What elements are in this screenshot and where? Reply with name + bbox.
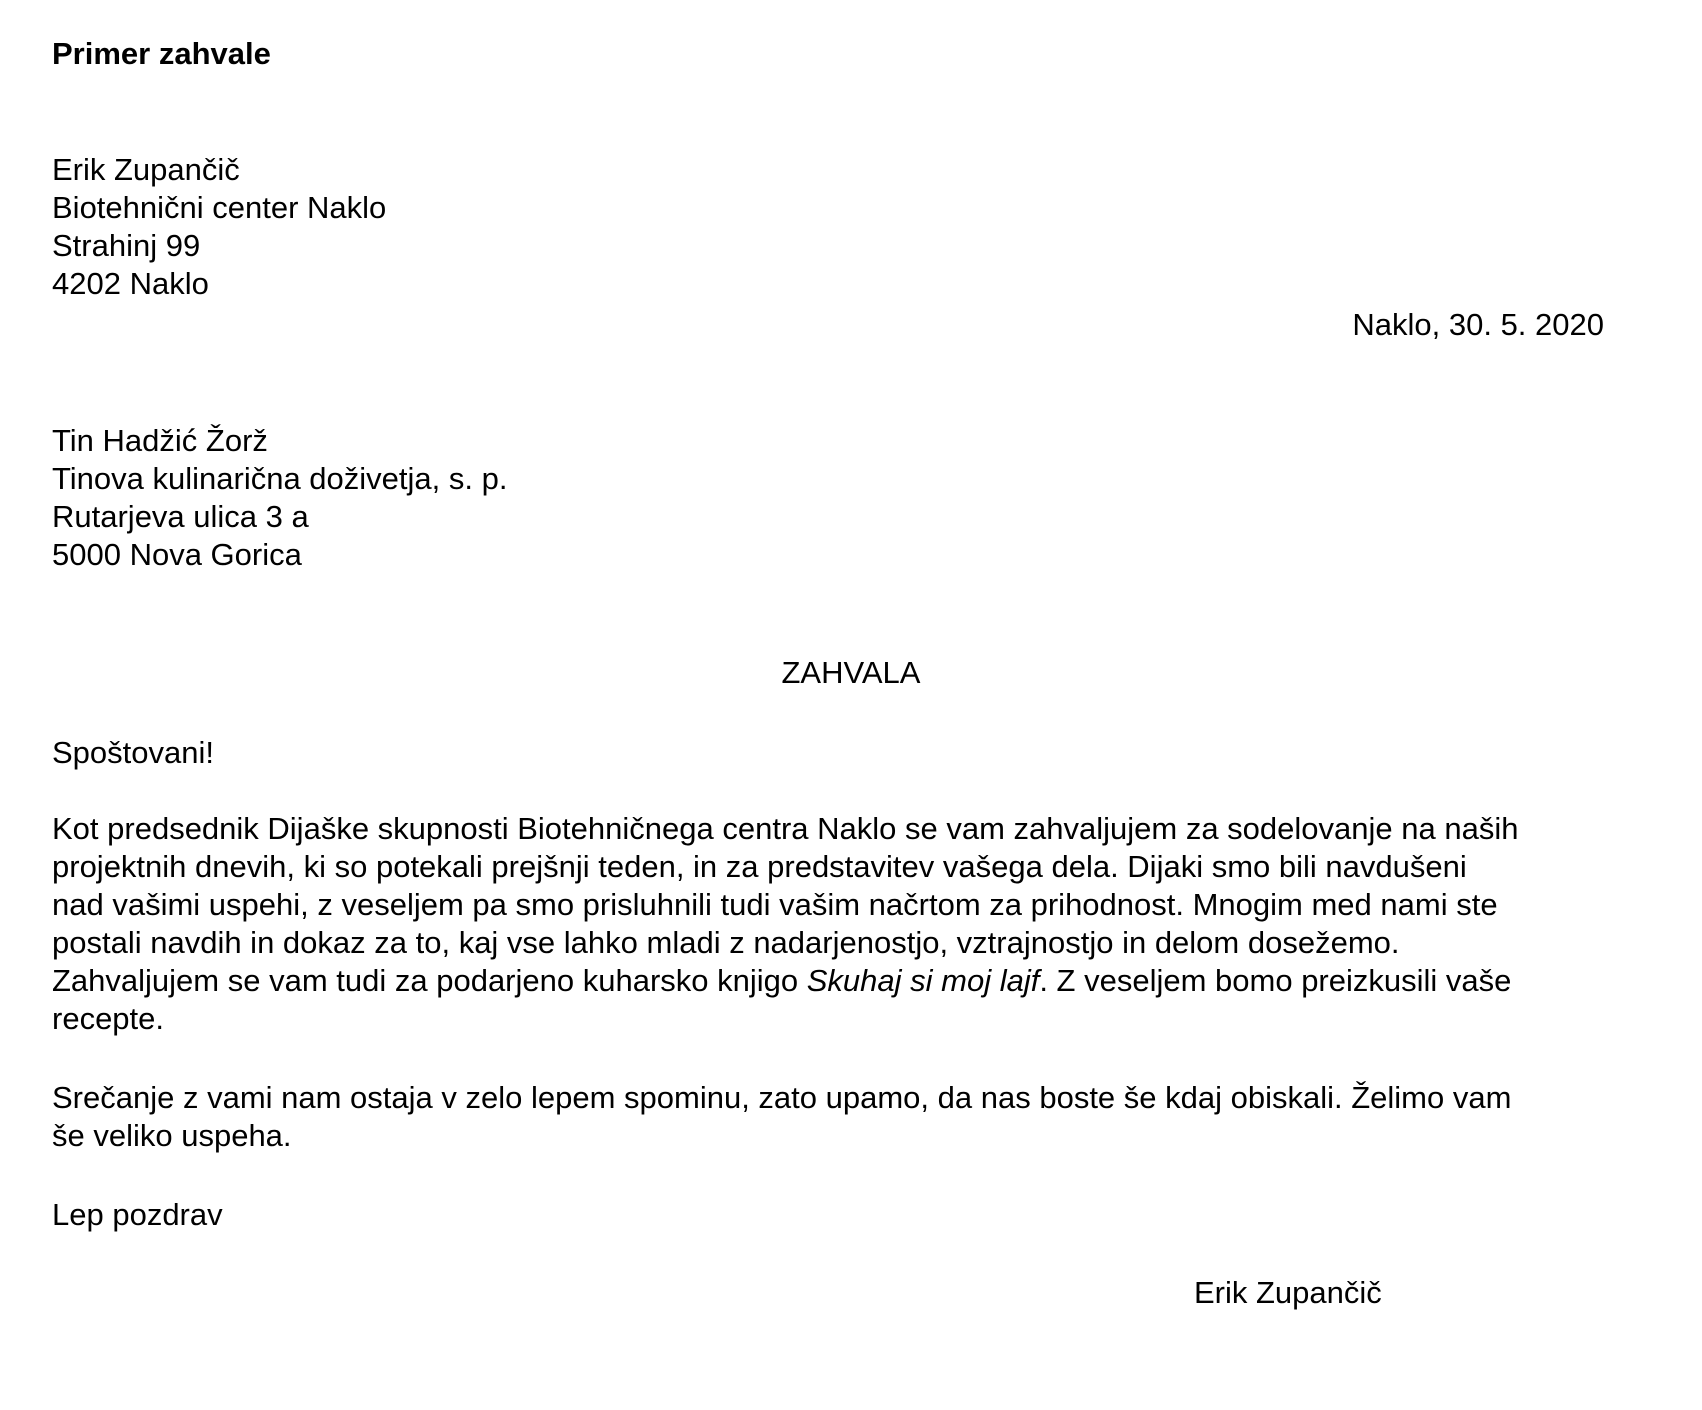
sender-organization: Biotehnični center Naklo — [52, 190, 387, 225]
signature-name: Erik Zupančič — [1194, 1275, 1382, 1310]
recipient-city: 5000 Nova Gorica — [52, 537, 302, 572]
line-text-after-book: . Z veseljem bomo preizkusili vaše — [1039, 963, 1512, 998]
paragraph-line: recepte. — [52, 1001, 165, 1036]
recipient-organization: Tinova kulinarična doživetja, s. p. — [52, 461, 508, 496]
paragraph-line: projektnih dnevih, ki so potekali prejšnji teden, in za predstavitev vašega dela. Dijaki smo bili navdušeni — [52, 849, 1467, 884]
line-text-before-book: Zahvaljujem se vam tudi za podarjeno kuharsko knjigo — [52, 963, 807, 998]
sender-address — [52, 151, 852, 303]
letter-date: Naklo, 30. 5. 2020 — [1352, 307, 1604, 342]
book-title: Skuhaj si moj lajf — [806, 963, 1040, 998]
paragraph-line: nad vašimi uspehi, z veseljem pa smo prisluhnili tudi vašim načrtom za prihodnost. Mnogim med nami ste — [52, 887, 1498, 922]
body-paragraph-1 — [52, 810, 1672, 1038]
closing-phrase: Lep pozdrav — [52, 1197, 223, 1232]
recipient-street: Rutarjeva ulica 3 a — [52, 499, 309, 534]
sender-city: 4202 Naklo — [52, 266, 209, 301]
letter-subject: ZAHVALA — [781, 655, 921, 690]
paragraph-line — [52, 962, 1672, 1000]
document-title: Primer zahvale — [52, 36, 271, 71]
paragraph-line: Srečanje z vami nam ostaja v zelo lepem spominu, zato upamo, da nas boste še kdaj obiskali. Želimo vam — [52, 1080, 1512, 1115]
paragraph-line: še veliko uspeha. — [52, 1118, 292, 1153]
salutation: Spoštovani! — [52, 735, 214, 770]
sender-name: Erik Zupančič — [52, 152, 240, 187]
recipient-address — [52, 422, 852, 574]
sender-street: Strahinj 99 — [52, 228, 201, 263]
paragraph-line: postali navdih in dokaz za to, kaj vse lahko mladi z nadarjenostjo, vztrajnostjo in delom dosežemo. — [52, 925, 1400, 960]
recipient-name: Tin Hadžić Žorž — [52, 423, 268, 458]
body-paragraph-2 — [52, 1079, 1672, 1155]
paragraph-line: Kot predsednik Dijaške skupnosti Biotehničnega centra Naklo se vam zahvaljujem za sodelovanje na naših — [52, 811, 1519, 846]
